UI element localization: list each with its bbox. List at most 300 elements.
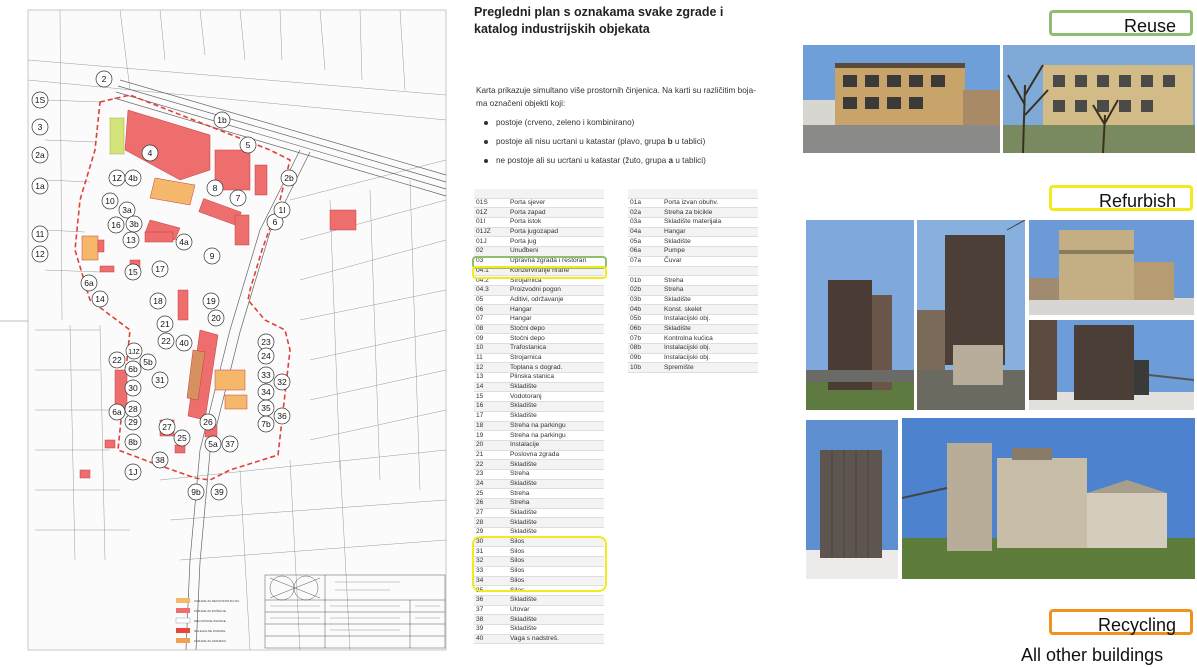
table-row	[474, 634, 604, 644]
building-number-label: 12	[35, 249, 45, 259]
building-number-label: 3b	[129, 219, 139, 229]
legend-label: NELEGALNE ZGRADE	[194, 629, 226, 633]
building-code: 15	[474, 392, 508, 402]
building-code: 03b	[628, 295, 662, 305]
table-row	[474, 237, 604, 247]
building-code: 31	[474, 547, 508, 557]
building-number-label: 5a	[208, 439, 218, 449]
building-name: Skladište	[662, 295, 758, 305]
building-number-marker	[258, 334, 274, 350]
building-number-marker	[125, 380, 141, 396]
building-number-marker	[281, 170, 297, 186]
table-row	[628, 314, 758, 324]
building-code: 02b	[628, 285, 662, 295]
building-number-label: 27	[162, 422, 172, 432]
building-number-label: 28	[128, 404, 138, 414]
building-number-label: 22	[112, 355, 122, 365]
building-name: Vodotoranj	[508, 392, 604, 402]
building-number-marker	[222, 436, 238, 452]
building-code: 14	[474, 382, 508, 392]
building-code: 22	[474, 460, 508, 470]
building-name: Proizvodni pogon	[508, 285, 604, 295]
building-name: Strojarnica	[508, 353, 604, 363]
building-code: 05	[474, 295, 508, 305]
building-code: 03	[474, 256, 508, 266]
building-code: 01I	[474, 218, 508, 228]
building-number-marker	[150, 293, 166, 309]
building-code: 39	[474, 624, 508, 634]
building-number-marker	[258, 416, 274, 432]
building-number-label: 4b	[128, 173, 138, 183]
building-catalog-table-b	[628, 189, 758, 373]
building-code: 19	[474, 431, 508, 441]
building-number-label: 20	[211, 313, 221, 323]
building-number-label: 6b	[128, 364, 138, 374]
building-code: 11	[474, 353, 508, 363]
table-row	[474, 518, 604, 528]
building-code: 02	[474, 247, 508, 257]
intro-line2: ma označeni objekti koji:	[476, 99, 566, 108]
building-number-label: 7b	[261, 419, 271, 429]
building-number-marker	[123, 232, 139, 248]
building-code: 26	[474, 499, 508, 509]
building-name: Spremište	[662, 363, 758, 373]
building-number-marker	[174, 430, 190, 446]
table-row	[474, 615, 604, 625]
table-row	[474, 285, 604, 295]
building-code: 23	[474, 469, 508, 479]
building-number-label: 40	[179, 338, 189, 348]
table-row	[628, 363, 758, 373]
building-code: 02a	[628, 208, 662, 218]
building-code: 34	[474, 576, 508, 586]
building-number-marker	[126, 216, 142, 232]
building-name: Unuđbeni	[508, 247, 604, 257]
building-code: 38	[474, 615, 508, 625]
building-number-label: 29	[128, 417, 138, 427]
building-number-marker	[157, 316, 173, 332]
table-row	[474, 392, 604, 402]
building-number-marker	[102, 193, 118, 209]
building-number-label: 3a	[122, 205, 132, 215]
building-code: 40	[474, 634, 508, 644]
building-number-label: 4	[147, 148, 153, 158]
building-number-label: 39	[214, 487, 224, 497]
building-code: 01Z	[474, 208, 508, 218]
recycling-label: Recycling	[1049, 609, 1193, 635]
table-row	[628, 266, 758, 276]
building-name: Skladište	[508, 615, 604, 625]
building-number-label: 30	[128, 383, 138, 393]
reuse-photo-2	[1003, 45, 1195, 153]
building-number-label: 1Z	[112, 173, 122, 183]
building-number-label: 26	[203, 417, 213, 427]
refurbish-photo-4	[1029, 320, 1194, 410]
building-number-label: 1JZ	[128, 349, 140, 356]
building-number-marker	[125, 170, 141, 186]
table-row	[628, 208, 758, 218]
table-row	[474, 431, 604, 441]
building-name: Skladište	[508, 518, 604, 528]
building-number-label: 37	[225, 439, 235, 449]
building-number-label: 32	[277, 377, 287, 387]
building-name: Strojarnica	[508, 276, 604, 286]
building-name: Stočni depo	[508, 334, 604, 344]
building-number-label: 36	[277, 411, 287, 421]
building-code: 33	[474, 566, 508, 576]
building-number-marker	[32, 246, 48, 262]
legend-label: NEUCRTANE ZGRADE	[194, 619, 226, 623]
building-name: Streha	[662, 285, 758, 295]
building-name: Konst. skelet	[662, 305, 758, 315]
building-name: Silos	[508, 547, 604, 557]
table-row	[474, 489, 604, 499]
building-code: 09	[474, 334, 508, 344]
building-number-label: 38	[155, 455, 165, 465]
building-number-marker	[205, 436, 221, 452]
building-name: Porta jug	[508, 237, 604, 247]
building-number-marker	[125, 361, 141, 377]
building-code: 01b	[628, 276, 662, 286]
table-row	[628, 276, 758, 286]
building-number-label: 11	[35, 229, 45, 239]
building-number-label: 9b	[191, 487, 201, 497]
building-name: Vaga s nadstreš.	[508, 634, 604, 644]
building-number-marker	[142, 145, 158, 161]
building-code: 37	[474, 605, 508, 615]
building-name: Hangar	[508, 314, 604, 324]
building-name: Instalacije	[508, 440, 604, 450]
building-number-marker	[200, 414, 216, 430]
building-name: Porta jugozapad	[508, 227, 604, 237]
building-code	[628, 189, 662, 198]
building-number-marker	[258, 384, 274, 400]
bullet-item: ne postoje ali su ucrtani u katastar (žuto, grupa a u tablici)	[484, 156, 706, 165]
building-code: 29	[474, 528, 508, 538]
building-name: Silos	[508, 566, 604, 576]
building-code: 12	[474, 363, 508, 373]
building-name: Skladište	[508, 508, 604, 518]
table-row	[474, 353, 604, 363]
building-code: 13	[474, 373, 508, 383]
table-row	[474, 382, 604, 392]
building-name: Streha na parkingu	[508, 431, 604, 441]
building-number-marker	[158, 333, 174, 349]
building-name: Skladište	[508, 411, 604, 421]
table-row	[474, 460, 604, 470]
building-number-marker	[109, 352, 125, 368]
table-row	[474, 421, 604, 431]
building-name: Instalacijski obj.	[662, 314, 758, 324]
building-code: 04b	[628, 305, 662, 315]
building-number-label: 6	[272, 217, 278, 227]
building-number-label: 1a	[35, 181, 45, 191]
building-number-marker	[176, 335, 192, 351]
building-number-marker	[258, 348, 274, 364]
building-number-label: 4a	[179, 237, 189, 247]
building-name: Porta istok	[508, 218, 604, 228]
table-row	[474, 499, 604, 509]
building-code: 04.2	[474, 276, 508, 286]
building-name: Stočni depo	[508, 324, 604, 334]
table-row	[474, 508, 604, 518]
building-name: Streha	[508, 489, 604, 499]
building-code: 10	[474, 344, 508, 354]
table-row	[474, 440, 604, 450]
table-row	[628, 247, 758, 257]
table-row	[628, 344, 758, 354]
building-code: 08b	[628, 344, 662, 354]
reuse-label: Reuse	[1049, 10, 1193, 36]
table-row	[474, 208, 604, 218]
building-number-marker	[152, 372, 168, 388]
table-row	[628, 295, 758, 305]
table-row	[474, 624, 604, 634]
building-code: 07b	[628, 334, 662, 344]
building-number-label: 2	[101, 74, 107, 84]
building-name: Streha	[662, 276, 758, 286]
building-number-label: 6a	[84, 278, 94, 288]
building-code: 16	[474, 402, 508, 412]
building-name: Konzerviranje hrane	[508, 266, 604, 276]
building-number-marker	[214, 112, 230, 128]
building-code: 36	[474, 595, 508, 605]
building-name: Aditivi, održavanje	[508, 295, 604, 305]
refurbish-photo-1	[806, 220, 914, 410]
building-number-marker	[258, 400, 274, 416]
building-name: Skladište	[508, 624, 604, 634]
table-row	[628, 227, 758, 237]
building-number-label: 13	[126, 235, 136, 245]
recycling-photo-1	[806, 420, 898, 579]
building-number-marker	[32, 147, 48, 163]
table-row	[474, 411, 604, 421]
building-code: 18	[474, 421, 508, 431]
building-name: Skladište	[508, 382, 604, 392]
table-row	[628, 285, 758, 295]
building-name: Silos	[508, 586, 604, 596]
table-row	[474, 189, 604, 198]
building-code: 06b	[628, 324, 662, 334]
building-code: 17	[474, 411, 508, 421]
building-code: 06	[474, 305, 508, 315]
building-number-label: 9	[209, 251, 215, 261]
building-name: Skladište	[662, 324, 758, 334]
building-name: Streha	[508, 469, 604, 479]
building-number-label: 16	[111, 220, 121, 230]
table-row	[474, 605, 604, 615]
building-name: Porta izvan obuhv.	[662, 198, 758, 208]
bullet-item: postoje ali nisu ucrtani u katastar (plavo, grupa b u tablici)	[484, 137, 705, 146]
building-number-marker	[109, 404, 125, 420]
building-number-marker	[176, 234, 192, 250]
building-number-marker	[274, 408, 290, 424]
table-row	[628, 218, 758, 228]
building-number-marker	[32, 178, 48, 194]
page-title-line1: Pregledni plan s oznakama svake zgrade i	[474, 5, 724, 19]
building-code: 05b	[628, 314, 662, 324]
refurbish-label: Refurbish	[1049, 185, 1193, 211]
site-plan-map	[0, 0, 470, 668]
building-name: Porta sjever	[508, 198, 604, 208]
building-name: Hangar	[662, 227, 758, 237]
building-name: Streha na parkingu	[508, 421, 604, 431]
building-number-marker	[119, 202, 135, 218]
bullet-dot-icon	[484, 159, 488, 163]
building-number-label: 3	[37, 122, 43, 132]
building-code: 01a	[628, 198, 662, 208]
building-name	[662, 266, 758, 276]
table-row	[628, 189, 758, 198]
building-number-label: 25	[177, 433, 187, 443]
building-number-label: 35	[261, 403, 271, 413]
building-name: Instalacijski obj.	[662, 344, 758, 354]
building-code: 07	[474, 314, 508, 324]
building-number-marker	[125, 434, 141, 450]
building-number-marker	[32, 119, 48, 135]
table-row	[474, 479, 604, 489]
building-number-marker	[274, 202, 290, 218]
building-code: 04.1	[474, 266, 508, 276]
building-number-marker	[152, 452, 168, 468]
legend-label: ZGRADE ZA RUŠENJE	[194, 609, 226, 613]
building-code	[474, 189, 508, 198]
building-number-marker	[207, 180, 223, 196]
building-number-marker	[208, 310, 224, 326]
table-row	[628, 305, 758, 315]
legend-label: ZGRADE ZA REKONSTRUKCIJU	[194, 599, 240, 603]
building-number-marker	[230, 190, 246, 206]
building-number-label: 8b	[128, 437, 138, 447]
table-row	[474, 469, 604, 479]
building-number-marker	[211, 484, 227, 500]
building-number-label: 14	[95, 294, 105, 304]
building-number-label: 31	[155, 375, 165, 385]
table-row	[474, 373, 604, 383]
building-number-label: 1b	[217, 115, 227, 125]
building-name: Streha za bicikle	[662, 208, 758, 218]
table-row	[474, 334, 604, 344]
building-code: 03a	[628, 218, 662, 228]
table-row	[474, 324, 604, 334]
building-number-marker	[109, 170, 125, 186]
building-number-marker	[125, 401, 141, 417]
building-name: Skladište	[508, 479, 604, 489]
building-name: Streha	[508, 499, 604, 509]
building-number-label: 34	[261, 387, 271, 397]
building-number-marker	[125, 264, 141, 280]
building-code: 20	[474, 440, 508, 450]
building-name: Skladište	[662, 237, 758, 247]
building-number-marker	[152, 261, 168, 277]
building-number-marker	[81, 275, 97, 291]
building-number-marker	[258, 367, 274, 383]
reuse-photo-1	[803, 45, 1000, 153]
building-name: Poslovna zgrada	[508, 450, 604, 460]
table-row	[628, 256, 758, 266]
table-row	[474, 198, 604, 208]
silos-highlight	[472, 536, 607, 592]
building-number-label: 7	[235, 193, 241, 203]
bullet-dot-icon	[484, 121, 488, 125]
building-number-label: 5b	[143, 357, 153, 367]
refurbish-photo-2	[917, 220, 1025, 410]
building-name: Čuvar	[662, 256, 758, 266]
building-number-label: 6a	[112, 407, 122, 417]
building-code: 32	[474, 557, 508, 567]
building-code: 01JZ	[474, 227, 508, 237]
building-number-marker	[32, 92, 48, 108]
building-code: 24	[474, 479, 508, 489]
table-row	[628, 324, 758, 334]
page-title-line2: katalog industrijskih objekata	[474, 22, 650, 36]
intro-text	[476, 84, 776, 110]
building-number-label: 8	[212, 183, 218, 193]
building-number-marker	[108, 217, 124, 233]
legend-label: ZGRADE ZA ZAMJENU	[194, 639, 227, 643]
building-name: Skladište materijala	[662, 218, 758, 228]
building-number-label: 21	[160, 319, 170, 329]
table-row	[474, 295, 604, 305]
building-number-marker	[92, 291, 108, 307]
building-number-label: 1S	[34, 95, 46, 105]
table-row	[474, 305, 604, 315]
building-number-marker	[32, 226, 48, 242]
building-code: 07a	[628, 256, 662, 266]
building-number-label: 5	[245, 140, 251, 150]
building-number-label: 19	[206, 296, 216, 306]
building-name: Skladište	[508, 460, 604, 470]
building-number-label: 1I	[278, 205, 286, 215]
building-code: 05a	[628, 237, 662, 247]
building-name: Silos	[508, 576, 604, 586]
building-code: 27	[474, 508, 508, 518]
building-number-marker	[203, 293, 219, 309]
building-name	[662, 189, 758, 198]
table-row	[628, 237, 758, 247]
building-code: 06a	[628, 247, 662, 257]
building-code: 35	[474, 586, 508, 596]
table-row	[474, 227, 604, 237]
building-number-marker	[240, 137, 256, 153]
building-code: 01J	[474, 237, 508, 247]
building-number-label: 2b	[284, 173, 294, 183]
intro-line1: Karta prikazuje simultano više prostornih činjenica. Na karti su različitim boja-	[476, 86, 756, 95]
refurbish-highlight	[472, 266, 607, 279]
table-row	[474, 363, 604, 373]
building-number-label: 33	[261, 370, 271, 380]
building-name: Skladište	[508, 528, 604, 538]
building-number-label: 2a	[35, 150, 45, 160]
building-name: Plinska stanica	[508, 373, 604, 383]
building-number-marker	[125, 464, 141, 480]
building-name: Silos	[508, 557, 604, 567]
bullet-dot-icon	[484, 140, 488, 144]
recycling-photo-2	[902, 418, 1195, 579]
building-code: 01S	[474, 198, 508, 208]
table-row	[628, 334, 758, 344]
building-code: 30	[474, 537, 508, 547]
building-number-marker	[140, 354, 156, 370]
building-number-label: 10	[105, 196, 115, 206]
building-name: Skladište	[508, 402, 604, 412]
building-number-marker	[204, 248, 220, 264]
building-code: 04.3	[474, 285, 508, 295]
building-number-label: 17	[155, 264, 165, 274]
building-number-marker	[188, 484, 204, 500]
building-number-label: 23	[261, 337, 271, 347]
building-number-label: 22	[161, 336, 171, 346]
